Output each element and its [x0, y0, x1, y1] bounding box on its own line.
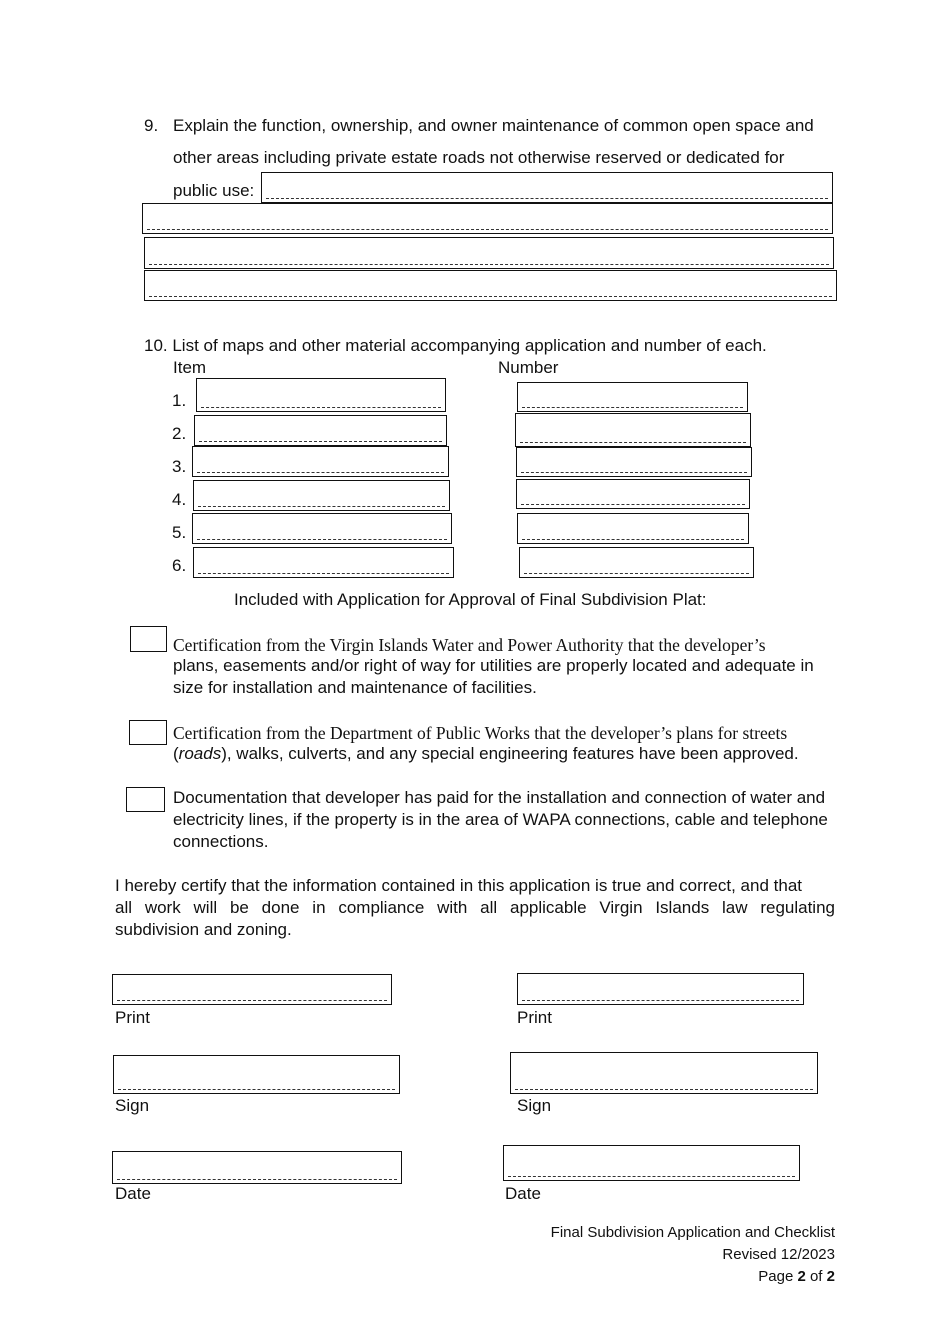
item-field-6[interactable]: [193, 547, 454, 578]
wapa-certification-line-1: Certification from the Virgin Islands Water and Power Authority that the developer’s: [173, 635, 766, 655]
page-current: 2: [797, 1268, 806, 1285]
q9-line-3: public use:: [173, 181, 255, 200]
date-field-right[interactable]: [503, 1145, 800, 1181]
utilities-documentation-line-1: Documentation that developer has paid for the installation and connection of water and: [173, 788, 826, 807]
item-column-header: Item: [173, 358, 207, 377]
certification-line-2: all work will be done in compliance with all applicable Virgin Islands law regulating: [115, 898, 835, 917]
sign-label-left: Sign: [115, 1096, 150, 1115]
print-name-field-left[interactable]: [112, 974, 392, 1005]
dpw-certification-line-2: [173, 743, 799, 765]
row-label: 5.: [172, 523, 187, 542]
page-of: of: [805, 1268, 827, 1285]
item-field-5[interactable]: [192, 513, 452, 544]
row-label: 1.: [172, 391, 187, 410]
dpw-line-2-rest: ), walks, culverts, and any special engineering features have been approved.: [221, 744, 799, 763]
wapa-certification-line-2: plans, easements and/or right of way for utilities are properly located and adequate in: [173, 656, 814, 675]
q9-answer-field-1[interactable]: [261, 172, 833, 203]
number-field-3[interactable]: [516, 447, 752, 477]
number-field-1[interactable]: [517, 382, 748, 412]
date-label-right: Date: [505, 1184, 541, 1203]
q9-number: 9.: [144, 116, 159, 135]
dpw-certification-line-1: Certification from the Department of Public Works that the developer’s plans for streets: [173, 723, 788, 743]
number-column-header: Number: [498, 358, 559, 377]
included-heading: Included with Application for Approval of Final Subdivision Plat:: [234, 590, 707, 609]
signature-field-right[interactable]: [510, 1052, 818, 1094]
footer-title: Final Subdivision Application and Checklist: [550, 1224, 835, 1241]
footer-revised: Revised 12/2023: [722, 1246, 835, 1263]
dpw-line-2-roads: roads: [178, 744, 222, 763]
print-name-field-right[interactable]: [517, 973, 804, 1005]
page-prefix: Page: [758, 1268, 798, 1285]
item-field-2[interactable]: [194, 415, 447, 446]
date-field-left[interactable]: [112, 1151, 402, 1184]
number-field-5[interactable]: [517, 513, 749, 544]
footer-page-number: [758, 1266, 835, 1288]
signature-field-left[interactable]: [113, 1055, 400, 1094]
row-label: 6.: [172, 556, 187, 575]
print-label-right: Print: [517, 1008, 552, 1027]
dpw-certification-checkbox[interactable]: [129, 720, 167, 745]
q9-line-2: other areas including private estate roads not otherwise reserved or dedicated for: [173, 148, 785, 167]
utilities-documentation-line-3: connections.: [173, 832, 269, 851]
print-label-left: Print: [115, 1008, 150, 1027]
number-field-6[interactable]: [519, 547, 754, 578]
utilities-documentation-line-2: electricity lines, if the property is in the area of WAPA connections, cable and telephone: [173, 810, 828, 829]
wapa-certification-line-3: size for installation and maintenance of facilities.: [173, 678, 537, 697]
certification-line-3: subdivision and zoning.: [115, 920, 292, 939]
wapa-certification-checkbox[interactable]: [130, 626, 167, 652]
number-field-2[interactable]: [515, 413, 751, 447]
dpw-line-2-open: (: [173, 744, 179, 763]
q9-answer-field-4[interactable]: [144, 270, 837, 301]
number-field-4[interactable]: [516, 479, 750, 509]
item-field-1[interactable]: [196, 378, 446, 412]
page-total: 2: [826, 1268, 835, 1285]
date-label-left: Date: [115, 1184, 151, 1203]
q9-answer-field-3[interactable]: [144, 237, 834, 269]
q9-answer-field-2[interactable]: [142, 203, 833, 234]
sign-label-right: Sign: [517, 1096, 552, 1115]
utilities-documentation-checkbox[interactable]: [126, 787, 165, 812]
q9-line-1: Explain the function, ownership, and owner maintenance of common open space and: [173, 116, 814, 135]
row-label: 4.: [172, 490, 187, 509]
item-field-4[interactable]: [193, 480, 450, 511]
row-label: 3.: [172, 457, 187, 476]
q10-text: 10. List of maps and other material accompanying application and number of each.: [144, 336, 767, 355]
row-label: 2.: [172, 424, 187, 443]
item-field-3[interactable]: [192, 446, 449, 477]
certification-line-1: I hereby certify that the information contained in this application is true and correct, and that: [115, 876, 802, 895]
